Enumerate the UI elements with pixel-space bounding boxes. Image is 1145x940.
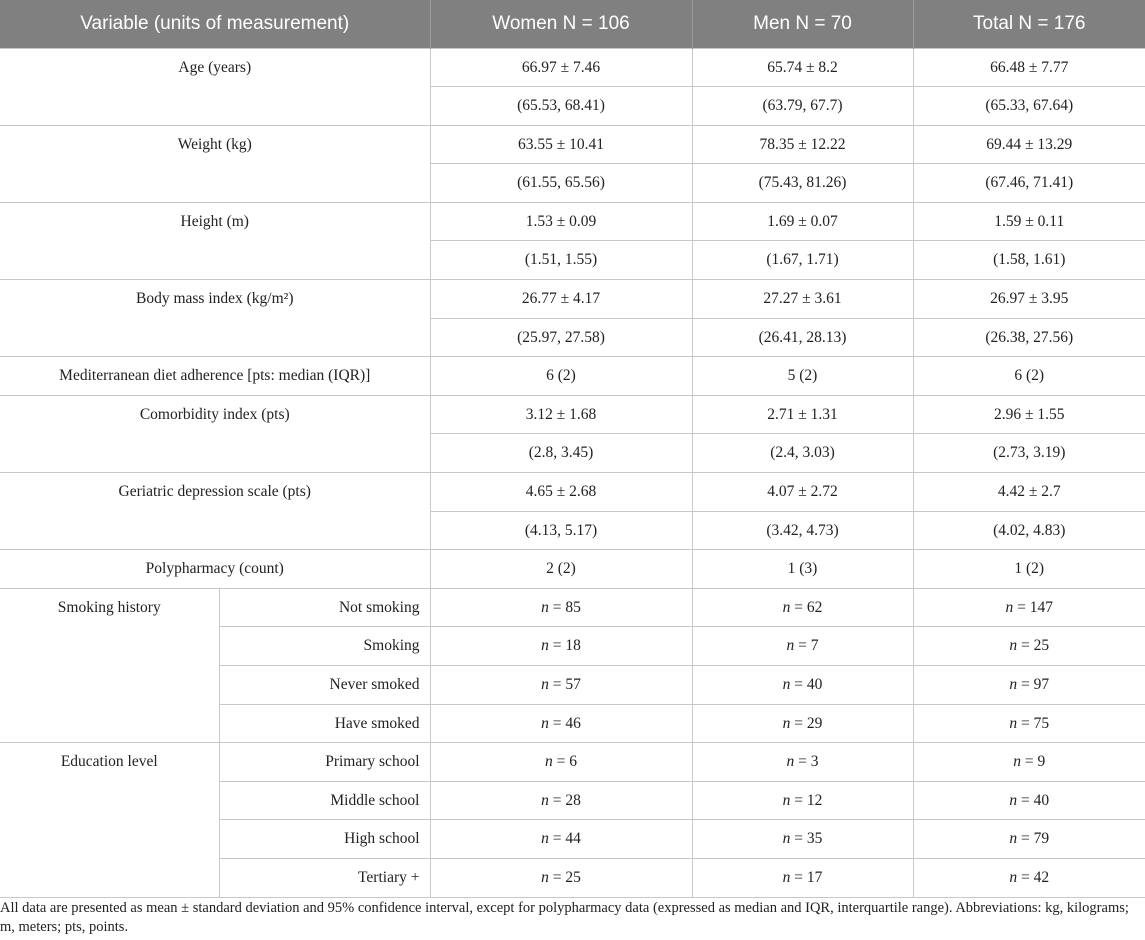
confidence-interval-cell: (65.53, 68.41): [430, 87, 692, 126]
count-value: 9: [1037, 753, 1046, 771]
count-cell: [430, 781, 692, 820]
value-cell: 5 (2): [692, 357, 913, 396]
confidence-interval-cell: (63.79, 67.7): [692, 87, 913, 126]
mean-sd-cell: 1.69 ± 0.07: [692, 202, 913, 241]
mean-sd-cell: 66.48 ± 7.77: [913, 48, 1145, 87]
header-total: Total N = 176: [913, 0, 1145, 48]
mean-sd-cell: 65.74 ± 8.2: [692, 48, 913, 87]
count-cell: [913, 627, 1145, 666]
confidence-interval-cell: (2.73, 3.19): [913, 434, 1145, 473]
variable-label: Height (m): [0, 202, 430, 279]
confidence-interval-cell: (61.55, 65.56): [430, 164, 692, 203]
count-cell: [430, 743, 692, 782]
n-separator: =: [548, 676, 566, 693]
count-cell: [430, 666, 692, 705]
count-cell: [913, 781, 1145, 820]
count-cell: [692, 781, 913, 820]
confidence-interval-cell: (4.13, 5.17): [430, 511, 692, 550]
value-cell: 6 (2): [913, 357, 1145, 396]
mean-sd-cell: 27.27 ± 3.61: [692, 280, 913, 319]
table-footnote: All data are presented as mean ± standard deviation and 95% confidence interval, except for polypharmacy data (expressed as median and IQR, interquartile range). Abbreviations: kg, kilograms; m, meters; pts, points.: [0, 900, 1129, 935]
count-cell: [913, 820, 1145, 859]
n-symbol: n: [541, 791, 549, 809]
mean-sd-cell: 4.42 ± 2.7: [913, 473, 1145, 512]
n-symbol: n: [782, 791, 791, 809]
mean-sd-cell: 4.65 ± 2.68: [430, 473, 692, 512]
confidence-interval-cell: (1.58, 1.61): [913, 241, 1145, 280]
n-symbol: n: [1009, 868, 1018, 886]
n-separator: =: [1017, 637, 1034, 655]
mean-sd-cell: 78.35 ± 12.22: [692, 125, 913, 164]
n-symbol: n: [541, 830, 549, 848]
n-symbol: n: [782, 598, 791, 616]
n-symbol: n: [545, 753, 553, 771]
count-value: 40: [806, 676, 823, 693]
n-symbol: n: [541, 868, 549, 886]
mean-sd-cell: 2.71 ± 1.31: [692, 395, 913, 434]
header-variable: Variable (units of measurement): [0, 0, 430, 48]
count-value: 7: [810, 637, 819, 655]
mean-sd-cell: 3.12 ± 1.68: [430, 395, 692, 434]
count-value: 147: [1029, 598, 1053, 616]
subcategory-label: Middle school: [219, 781, 430, 820]
table-row: [0, 588, 1145, 627]
mean-sd-cell: 63.55 ± 10.41: [430, 125, 692, 164]
header-men: Men N = 70: [692, 0, 913, 48]
count-value: 62: [806, 598, 823, 616]
n-symbol: n: [782, 714, 791, 732]
table-header: [0, 0, 1145, 48]
variable-label: Body mass index (kg/m²): [0, 280, 430, 357]
n-symbol: n: [1009, 637, 1018, 655]
n-separator: =: [552, 753, 570, 771]
count-value: 12: [806, 791, 823, 809]
confidence-interval-cell: (26.38, 27.56): [913, 318, 1145, 357]
subcategory-label: Have smoked: [219, 704, 430, 743]
header-row: [0, 0, 1145, 48]
count-cell: [913, 858, 1145, 897]
n-separator: =: [790, 714, 807, 732]
group-label: Education level: [0, 743, 219, 897]
count-value: 18: [565, 637, 581, 655]
count-cell: [430, 704, 692, 743]
n-symbol: n: [782, 676, 791, 693]
variable-label: Comorbidity index (pts): [0, 395, 430, 472]
n-separator: =: [794, 637, 811, 655]
n-symbol: n: [541, 598, 549, 616]
count-value: 42: [1033, 868, 1050, 886]
n-separator: =: [790, 791, 807, 809]
confidence-interval-cell: (75.43, 81.26): [692, 164, 913, 203]
count-value: 17: [806, 868, 823, 886]
mean-sd-cell: 1.53 ± 0.09: [430, 202, 692, 241]
n-symbol: n: [541, 676, 549, 693]
count-value: 44: [565, 830, 581, 848]
n-symbol: n: [1005, 598, 1014, 616]
n-symbol: n: [1009, 791, 1018, 809]
count-value: 57: [565, 676, 581, 693]
variable-label: Weight (kg): [0, 125, 430, 202]
mean-sd-cell: 66.97 ± 7.46: [430, 48, 692, 87]
value-cell: 2 (2): [430, 550, 692, 589]
count-value: 29: [806, 714, 823, 732]
table-row: [0, 202, 1145, 241]
table-row: [0, 743, 1145, 782]
count-value: 75: [1033, 714, 1050, 732]
variable-label: Age (years): [0, 48, 430, 125]
n-separator: =: [790, 598, 807, 616]
n-separator: =: [790, 830, 807, 848]
count-value: 97: [1033, 676, 1050, 693]
n-separator: =: [548, 830, 566, 848]
header-women: Women N = 106: [430, 0, 692, 48]
count-cell: [692, 820, 913, 859]
group-label: Smoking history: [0, 588, 219, 742]
count-value: 40: [1033, 791, 1050, 809]
table-row: [0, 125, 1145, 164]
subcategory-label: Smoking: [219, 627, 430, 666]
mean-sd-cell: 26.97 ± 3.95: [913, 280, 1145, 319]
mean-sd-cell: 4.07 ± 2.72: [692, 473, 913, 512]
subcategory-label: Primary school: [219, 743, 430, 782]
n-separator: =: [1017, 714, 1034, 732]
table-body: [0, 48, 1145, 897]
value-cell: 1 (2): [913, 550, 1145, 589]
n-symbol: n: [1013, 753, 1021, 771]
confidence-interval-cell: (4.02, 4.83): [913, 511, 1145, 550]
subcategory-label: Never smoked: [219, 666, 430, 705]
n-symbol: n: [1009, 830, 1018, 848]
n-separator: =: [548, 868, 566, 886]
n-separator: =: [1017, 791, 1034, 809]
n-symbol: n: [1009, 676, 1018, 693]
value-cell: 1 (3): [692, 550, 913, 589]
table-row: [0, 550, 1145, 589]
variable-label: Geriatric depression scale (pts): [0, 473, 430, 550]
table-row: [0, 48, 1145, 87]
n-separator: =: [794, 753, 811, 771]
subcategory-label: High school: [219, 820, 430, 859]
n-separator: =: [790, 676, 807, 693]
n-symbol: n: [541, 637, 549, 655]
variable-label: Mediterranean diet adherence [pts: median (IQR)]: [0, 357, 430, 396]
mean-sd-cell: 69.44 ± 13.29: [913, 125, 1145, 164]
count-cell: [692, 588, 913, 627]
n-separator: =: [548, 791, 566, 809]
n-separator: =: [548, 598, 566, 616]
count-value: 79: [1033, 830, 1050, 848]
confidence-interval-cell: (1.51, 1.55): [430, 241, 692, 280]
subcategory-label: Tertiary +: [219, 858, 430, 897]
count-cell: [692, 666, 913, 705]
confidence-interval-cell: (65.33, 67.64): [913, 87, 1145, 126]
count-value: 6: [569, 753, 577, 771]
n-separator: =: [1017, 830, 1034, 848]
n-symbol: n: [782, 830, 791, 848]
n-symbol: n: [782, 868, 791, 886]
n-symbol: n: [541, 714, 549, 732]
n-separator: =: [1017, 868, 1034, 886]
variable-label: Polypharmacy (count): [0, 550, 430, 589]
count-cell: [692, 858, 913, 897]
n-separator: =: [1013, 598, 1030, 616]
mean-sd-cell: 1.59 ± 0.11: [913, 202, 1145, 241]
count-value: 25: [1033, 637, 1050, 655]
table-row: [0, 395, 1145, 434]
n-separator: =: [548, 637, 566, 655]
count-value: 35: [806, 830, 823, 848]
mean-sd-cell: 26.77 ± 4.17: [430, 280, 692, 319]
count-cell: [692, 704, 913, 743]
value-cell: 6 (2): [430, 357, 692, 396]
confidence-interval-cell: (26.41, 28.13): [692, 318, 913, 357]
count-cell: [692, 627, 913, 666]
subcategory-label: Not smoking: [219, 588, 430, 627]
n-symbol: n: [1009, 714, 1018, 732]
confidence-interval-cell: (2.8, 3.45): [430, 434, 692, 473]
n-separator: =: [1021, 753, 1038, 771]
count-value: 85: [565, 598, 581, 616]
table-row: [0, 280, 1145, 319]
confidence-interval-cell: (3.42, 4.73): [692, 511, 913, 550]
count-cell: [913, 666, 1145, 705]
count-cell: [430, 588, 692, 627]
table-row: [0, 357, 1145, 396]
confidence-interval-cell: (25.97, 27.58): [430, 318, 692, 357]
mean-sd-cell: 2.96 ± 1.55: [913, 395, 1145, 434]
n-symbol: n: [786, 637, 795, 655]
n-separator: =: [1017, 676, 1034, 693]
count-value: 25: [565, 868, 581, 886]
confidence-interval-cell: (1.67, 1.71): [692, 241, 913, 280]
count-cell: [692, 743, 913, 782]
count-cell: [913, 588, 1145, 627]
count-cell: [913, 704, 1145, 743]
table-row: [0, 473, 1145, 512]
count-cell: [913, 743, 1145, 782]
n-separator: =: [548, 714, 566, 732]
count-cell: [430, 858, 692, 897]
count-value: 3: [810, 753, 819, 771]
n-separator: =: [790, 868, 807, 886]
count-cell: [430, 627, 692, 666]
confidence-interval-cell: (67.46, 71.41): [913, 164, 1145, 203]
count-cell: [430, 820, 692, 859]
confidence-interval-cell: (2.4, 3.03): [692, 434, 913, 473]
n-symbol: n: [786, 753, 795, 771]
count-value: 28: [565, 791, 581, 809]
count-value: 46: [565, 714, 581, 732]
